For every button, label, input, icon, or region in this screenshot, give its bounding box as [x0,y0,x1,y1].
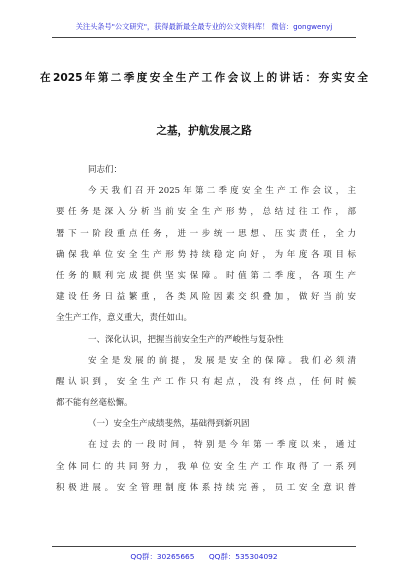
subsection-heading: （一）安全生产成绩斐然，基础得到新巩固 [88,419,250,430]
paragraph-line: 全体同仁的共同努力，我单位安全生产工作取得了一系列 [56,461,356,472]
salutation: 同志们： [88,165,123,175]
document-body [56,160,356,499]
paragraph-line: 醒认识到，安全生产工作只有起点，没有终点，任何时候 [56,376,356,387]
section-heading: 一、深化认识，把握当前安全生产的严峻性与复杂性 [88,334,284,345]
paragraph-line: 任务的顺利完成提供坚实保障。时值第二季度，各项生产 [56,270,356,281]
paragraph-line: 今天我们召开2025年第二季度安全生产工作会议，主 [88,186,356,197]
document-title-line-2: 之基，护航发展之路 [156,125,252,137]
footer-divider [52,546,356,547]
header-note: 关注头条号"公文研究"，获得最新最全最专业的公文资料库！ 微信：gongwenyj [75,22,333,31]
paragraph-line: 建设任务日益繁重，各类风险因素交织叠加，做好当前安 [56,292,356,303]
footer [0,551,408,562]
paragraph-line: 积极进展。安全管理制度体系持续完善，员工安全意识普 [56,482,356,493]
paragraph-line: 都不能有丝毫松懈。 [56,398,133,409]
paragraph-line: 要任务是深入分析当前安全生产形势，总结过往工作，部 [56,207,356,218]
paragraph-line: 安全是发展的前提，发展是安全的保障。我们必须清 [88,355,356,366]
document-title-line-1: 在2025年第二季度安全生产工作会议上的讲话：夯实安全 [40,72,368,84]
paragraph-line: 确保我单位安全生产形势持续稳定向好，为年度各项目标 [56,249,356,260]
paragraph-line: 在过去的一段时间，特别是今年第一季度以来，通过 [88,440,356,451]
paragraph-line: 全生产工作，意义重大，责任如山。 [56,313,193,324]
paragraph-line: 署下一阶段重点任务，进一步统一思想、压实责任，全力 [56,228,356,239]
header-divider [52,37,356,38]
footer-qq-group-1: QQ群：30265665 [130,552,195,561]
footer-qq-group-2: QQ群：535304092 [208,552,278,561]
